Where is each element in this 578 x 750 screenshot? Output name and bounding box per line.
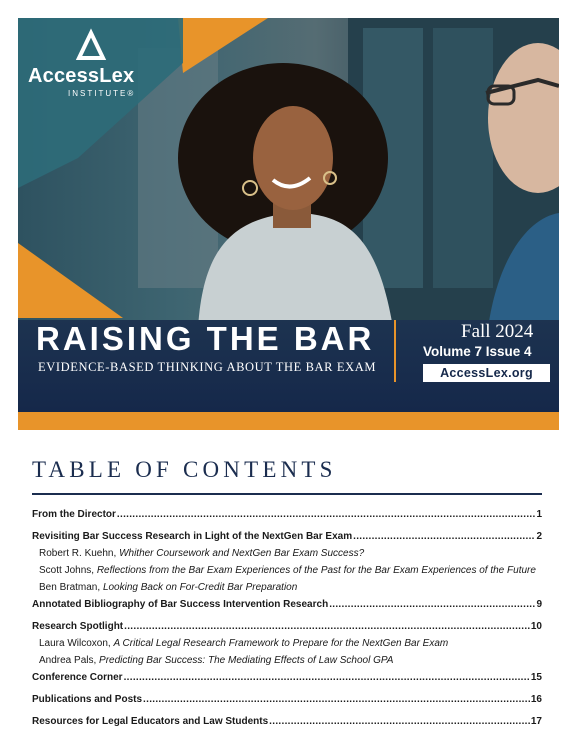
toc-entry[interactable]	[32, 509, 542, 531]
toc-leader-dots	[117, 509, 536, 520]
toc-entry[interactable]	[32, 599, 542, 621]
toc-subentry[interactable]: Ben Bratman, Looking Back on For-Credit Bar Preparation	[39, 582, 298, 593]
toc-leader-dots	[124, 672, 530, 683]
toc-divider	[32, 493, 542, 495]
cover-image	[18, 18, 559, 430]
toc-heading: TABLE OF CONTENTS	[32, 457, 337, 482]
toc-subentry[interactable]: Scott Johns, Reflections from the Bar Exam Experiences of the Past for the Bar Exam Experiences of the Future	[39, 565, 536, 576]
toc-author: Laura Wilcoxon	[39, 638, 108, 649]
toc-entry-page: 17	[530, 716, 542, 727]
toc-leader-dots	[269, 716, 530, 727]
woman-face	[253, 106, 333, 210]
toc-entry[interactable]	[32, 694, 542, 716]
toc-entry-page: 10	[530, 621, 542, 632]
band-divider	[394, 320, 396, 382]
toc-subentry[interactable]: Laura Wilcoxon, A Critical Legal Research Framework to Prepare for the NextGen Bar Exam	[39, 638, 449, 649]
orange-triangle-left	[18, 243, 123, 318]
toc-subentry[interactable]: Andrea Pals, Predicting Bar Success: The Mediating Effects of Law School GPA	[39, 655, 394, 666]
publication-title: RAISING THE BAR	[36, 320, 375, 357]
toc-leader-dots	[124, 621, 530, 632]
toc-entry-page: 9	[536, 599, 542, 610]
toc-entry[interactable]	[32, 672, 542, 694]
toc-entry-page: 15	[530, 672, 542, 683]
toc-entry-title: Resources for Legal Educators and Law Students	[32, 716, 269, 727]
toc-entry-page: 16	[530, 694, 542, 705]
orange-triangle-top	[178, 18, 268, 73]
toc-leader-dots	[143, 694, 530, 705]
accesslex-url-link[interactable]: AccessLex.org	[423, 364, 550, 382]
toc-author: Scott Johns	[39, 565, 92, 576]
toc-leader-dots	[353, 531, 535, 542]
toc-entry[interactable]	[32, 621, 542, 638]
toc-entry-page: 1	[536, 509, 542, 520]
table-of-contents	[32, 509, 542, 738]
accesslex-logo	[18, 18, 178, 138]
toc-leader-dots	[329, 599, 535, 610]
toc-author: Ben Bratman	[39, 582, 98, 593]
toc-entry-page: 2	[536, 531, 542, 542]
window-pane	[433, 28, 493, 288]
toc-entry[interactable]	[32, 716, 542, 738]
publication-subtitle: EVIDENCE-BASED THINKING ABOUT THE BAR EXAM	[38, 360, 377, 374]
toc-entry-title: Conference Corner	[32, 672, 123, 683]
toc-entry-title: Annotated Bibliography of Bar Success Intervention Research	[32, 599, 329, 610]
toc-entry-title: From the Director	[32, 509, 116, 520]
toc-article-title: Whither Coursework and NextGen Bar Exam Success?	[119, 548, 365, 559]
toc-article-title: Predicting Bar Success: The Mediating Effects of Law School GPA	[99, 655, 394, 666]
toc-entry-title: Revisiting Bar Success Research in Light of the NextGen Bar Exam	[32, 531, 353, 542]
toc-article-title: A Critical Legal Research Framework to Prepare for the NextGen Bar Exam	[113, 638, 449, 649]
logo-name: AccessLex	[28, 65, 135, 87]
toc-entry-title: Publications and Posts	[32, 694, 143, 705]
issue-volume: Volume 7 Issue 4	[423, 344, 532, 359]
toc-article-title: Reflections from the Bar Exam Experiences of the Past for the Bar Exam Experiences of the Future	[96, 565, 536, 576]
toc-author: Andrea Pals	[39, 655, 94, 666]
toc-subentry[interactable]: Robert R. Kuehn, Whither Coursework and NextGen Bar Exam Success?	[39, 548, 365, 559]
toc-author: Robert R. Kuehn	[39, 548, 114, 559]
toc-article-title: Looking Back on For-Credit Bar Preparation	[102, 582, 298, 593]
toc-entry-title: Research Spotlight	[32, 621, 124, 632]
orange-bottom-stripe	[18, 412, 559, 430]
toc-entry[interactable]	[32, 531, 542, 548]
issue-season: Fall 2024	[461, 321, 534, 342]
logo-sub: INSTITUTE®	[68, 89, 136, 98]
